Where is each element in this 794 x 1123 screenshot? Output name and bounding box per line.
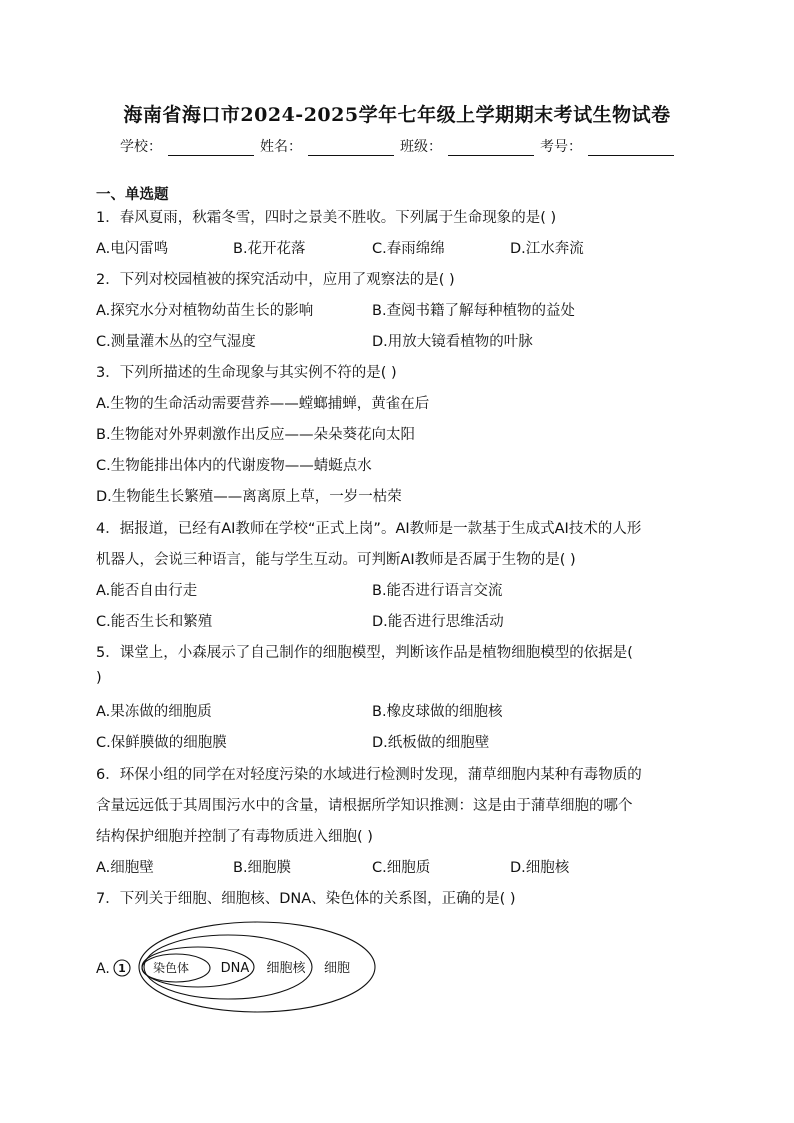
question-6-line-1: 6．环保小组的同学在对轻度污染的水域进行检测时发现，蒲草细胞内某种有毒物质的 xyxy=(96,767,642,783)
question-6-line-2: 含量远远低于其周围污水中的含量，请根据所学知识推测：这是由于蒲草细胞的哪个 xyxy=(96,798,633,814)
q1-option-a: A.电闪雷鸣 xyxy=(96,241,169,257)
q3-option-c: C.生物能排出体内的代谢废物——蜻蜓点水 xyxy=(96,458,372,474)
q5-option-c: C.保鲜膜做的细胞膜 xyxy=(96,735,227,751)
section-title: 一、单选题 xyxy=(96,187,169,203)
q4-option-c: C.能否生长和繁殖 xyxy=(96,614,213,630)
q6-option-b: B.细胞膜 xyxy=(233,860,292,876)
number-blank xyxy=(588,141,674,156)
q2-option-d: D.用放大镜看植物的叶脉 xyxy=(372,334,533,350)
dna-label: DNA xyxy=(220,961,250,976)
q5-option-b: B.橡皮球做的细胞核 xyxy=(372,704,503,720)
number-label: 考号： xyxy=(540,139,582,155)
q4-option-a: A.能否自由行走 xyxy=(96,583,198,599)
school-label: 学校： xyxy=(120,139,162,155)
name-label: 姓名： xyxy=(260,139,302,155)
q2-option-a: A.探究水分对植物幼苗生长的影响 xyxy=(96,303,314,319)
class-blank xyxy=(448,141,534,156)
name-blank xyxy=(308,141,394,156)
question-4-line-2: 机器人，会说三种语言，能与学生互动。可判断AI教师是否属于生物的是( ) xyxy=(96,552,576,568)
q4-option-d: D.能否进行思维活动 xyxy=(372,614,504,630)
q6-option-a: A.细胞壁 xyxy=(96,860,154,876)
q6-option-d: D.细胞核 xyxy=(510,860,570,876)
q1-option-c: C.春雨绵绵 xyxy=(372,241,445,257)
question-3: 3．下列所描述的生命现象与其实例不符的是( ) xyxy=(96,365,397,381)
q6-option-c: C.细胞质 xyxy=(372,860,431,876)
question-1: 1．春风夏雨，秋霜冬雪，四时之景美不胜收。下列属于生命现象的是( ) xyxy=(96,210,557,226)
question-5-line-2: ) xyxy=(96,670,102,686)
q3-option-d: D.生物能生长繁殖——离离原上草，一岁一枯荣 xyxy=(96,489,402,505)
q5-option-d: D.纸板做的细胞壁 xyxy=(372,735,490,751)
q7-option-a-label: A. xyxy=(96,961,110,977)
q1-option-b: B.花开花落 xyxy=(233,241,306,257)
question-6-line-3: 结构保护细胞并控制了有毒物质进入细胞( ) xyxy=(96,829,373,845)
q2-option-b: B.查阅书籍了解每种植物的益处 xyxy=(372,303,576,319)
q7-option-a-diagram xyxy=(94,920,384,1015)
nucleus-label: 细胞核 xyxy=(266,961,306,976)
class-label: 班级： xyxy=(400,139,442,155)
question-5-line-1: 5．课堂上，小森展示了自己制作的细胞模型，判断该作品是植物细胞模型的依据是( xyxy=(96,645,633,661)
q4-option-b: B.能否进行语言交流 xyxy=(372,583,503,599)
question-4-line-1: 4．据报道，已经有AI教师在学校“正式上岗”。AI教师是一款基于生成式AI技术的人形 xyxy=(96,521,642,537)
question-2: 2．下列对校园植被的探究活动中，应用了观察法的是( ) xyxy=(96,272,455,288)
page-title: 海南省海口市2024-2025学年七年级上学期期末考试生物试卷 xyxy=(123,104,671,126)
option-number-text: 1 xyxy=(118,962,126,975)
school-blank xyxy=(168,141,254,156)
q3-option-b: B.生物能对外界刺激作出反应——朵朵葵花向太阳 xyxy=(96,427,416,443)
question-7: 7．下列关于细胞、细胞核、DNA、染色体的关系图，正确的是( ) xyxy=(96,891,516,907)
q3-option-a: A.生物的生命活动需要营养——螳螂捕蝉，黄雀在后 xyxy=(96,396,430,412)
q1-option-d: D.江水奔流 xyxy=(510,241,584,257)
student-info-line xyxy=(120,136,674,156)
q5-option-a: A.果冻做的细胞质 xyxy=(96,704,212,720)
q2-option-c: C.测量灌木丛的空气湿度 xyxy=(96,334,256,350)
chromosome-label: 染色体 xyxy=(152,961,190,975)
cell-label: 细胞 xyxy=(323,961,351,976)
